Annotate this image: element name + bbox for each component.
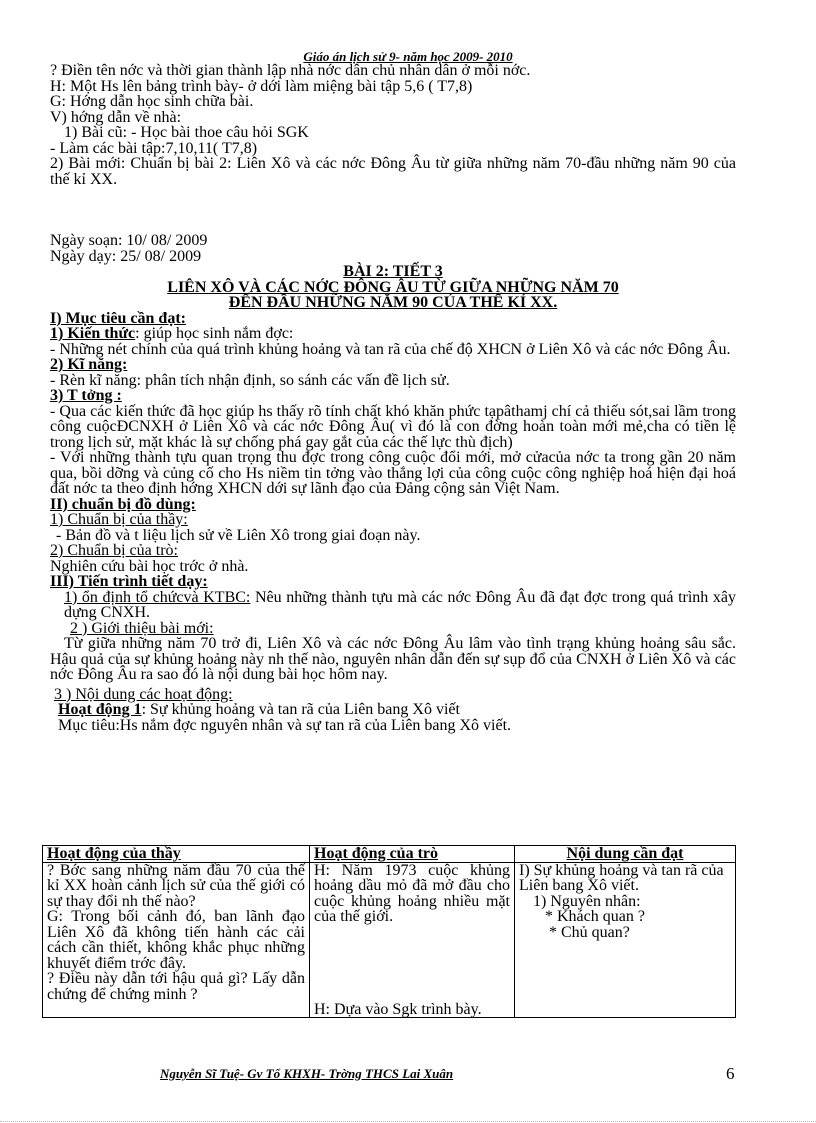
skills-label: 2) Kĩ năng: xyxy=(50,356,128,373)
date-taught: Ngày dạy: 25/ 08/ 2009 xyxy=(50,247,202,265)
step1-line xyxy=(50,590,736,621)
preparation-heading: II) chuẩn bị đồ dùng: xyxy=(50,495,196,513)
step2-text: Từ giữa những năm 70 trở đi, Liên Xô và các nớc Đông Âu lâm vào tình trạng khủng hoảng sâu sắc. Hậu quả của sự khủng hoảng này nh thế nào, nguyên nhân dẫn đến sự sụp đổ của CNXH ở Liên Xô và các nớc Đông Âu ra sao đó là nội dung bài học hôm nay. xyxy=(50,635,736,683)
knowledge-line xyxy=(50,326,736,342)
date-prepared: Ngày soạn: 10/ 08/ 2009 xyxy=(50,232,208,249)
activity-text: : Sự khủng hoảng và tan rã của Liên bang Xô viết xyxy=(141,701,460,718)
page-header: Giáo án lịch sử 9- năm học 2009- 2010 xyxy=(303,49,513,64)
thought-label: 3) T tởng : xyxy=(50,387,122,404)
activity-label: Hoạt động 1 xyxy=(58,701,142,718)
content-item: * Chủ quan? xyxy=(549,923,630,941)
text-line: 1) Bài cũ: - Học bài thoe câu hỏi SGK xyxy=(64,124,309,141)
teacher-prep-label: 1) Chuẩn bị của thầy: xyxy=(50,511,188,528)
text-line: H: Một Hs lên bảng trình bày- ở dới làm miệng bài tập 5,6 ( T7,8) xyxy=(50,77,473,95)
knowledge-label: 1) Kiến thức xyxy=(50,325,136,342)
lesson-title-line-1: LIÊN XÔ VÀ CÁC NỚC ĐÔNG ÂU TỪ GIỮA NHỮNG NĂM 70 xyxy=(167,278,619,296)
student-prep-label: 2) Chuẩn bị của trò: xyxy=(50,542,178,559)
text-line: V) hớng dẫn về nhà: xyxy=(50,108,182,126)
teacher-activity: ? Điều này dẫn tới hậu quả gì? Lấy dẫn chứng để chứng minh ? xyxy=(47,970,305,1003)
page-body xyxy=(50,63,736,733)
step2-label: 2 ) Giới thiệu bài mới: xyxy=(70,619,214,637)
content-cell xyxy=(515,862,736,1018)
lesson-number: BÀI 2: TIẾT 3 xyxy=(343,263,443,280)
column-header-content: Nội dung cần đạt xyxy=(515,846,736,863)
teacher-prep-text: - Bản đồ và t liệu lịch sử về Liên Xô trong giai đoạn này. xyxy=(56,526,421,544)
activity-goal: Mục tiêu:Hs nắm đợc nguyên nhân và sự tan rã của Liên bang Xô viết. xyxy=(58,716,512,734)
text-line: G: Hớng dẫn học sinh chữa bài. xyxy=(50,93,254,110)
table-row xyxy=(43,862,736,1018)
student-cell xyxy=(310,862,515,1018)
text-line: ? Điền tên nớc và thời gian thành lập nhà nớc dân chủ nhân dân ở mỗi nớc. xyxy=(50,62,531,79)
text-line: 2) Bài mới: Chuẩn bị bài 2: Liên Xô và các nớc Đông Âu từ giữa những năm 70-đầu những năm 90 của thế kỉ XX. xyxy=(50,155,736,188)
student-activity: H: Năm 1973 cuộc khủng hoảng dầu mỏ đã mở đầu cho cuộc khủng hoảng nhiều mặt của thế giới. xyxy=(314,861,510,925)
thought-text: - Qua các kiến thức đã học giúp hs thấy rõ tính chất khó khăn phức tạpâthamj chí cả thiếu sót,sai lầm trong công cuộcĐCNXH ở Liên Xô và các nớc Đông Âu( vì đó là con đờng hoàn toàn mới mẻ,cha có tiền lệ trong lịch sử, mặt khác là sự chống phá gay gắt của các thế lực thù địch) xyxy=(50,402,736,451)
table-header-row xyxy=(43,846,736,863)
skills-text: - Rèn kĩ năng: phân tích nhận định, so sánh các vấn đề lịch sử. xyxy=(50,371,450,389)
teacher-activity: G: Trong bối cảnh đó, ban lãnh đạo Liên Xô đã không tiến hành các cải cách cần thiết, không khắc phục những khuyết điểm trớc đây. xyxy=(47,908,305,972)
activity-line xyxy=(50,702,736,718)
teacher-activity: ? Bớc sang những năm đầu 70 của thế kỉ XX hoàn cảnh lịch sử của thế giới có sự thay đổi nh thế nào? xyxy=(47,861,305,910)
lesson-title-line-2: ĐẾN ĐẦU NHỮNG NĂM 90 CỦA THẾ KỈ XX. xyxy=(228,294,558,311)
lesson-table xyxy=(42,845,736,1018)
page-footer: Nguyễn Sĩ Tuệ- Gv Tổ KHXH- Trờng THCS Lai Xuân xyxy=(160,1066,454,1081)
text-line: - Làm các bài tập:7,10,11( T7,8) xyxy=(50,139,258,157)
teacher-cell xyxy=(43,862,310,1018)
content-item: 1) Nguyên nhân: xyxy=(533,892,641,910)
page-bottom-divider xyxy=(0,1121,816,1122)
step3-label: 3 ) Nội dung các hoạt động: xyxy=(54,685,233,703)
content-item: I) Sự khủng hoảng và tan rã của Liên bang Xô viết. xyxy=(519,861,724,894)
column-header-teacher: Hoạt động của thầy xyxy=(43,846,310,863)
student-prep-text: Nghiên cứu bài học trớc ở nhà. xyxy=(50,557,249,575)
step1-label: 1) ổn định tổ chứcvà KTBC: xyxy=(64,588,251,606)
step1-text: Nêu những thành tựu mà các nớc Đông Âu đã đạt đợc trong quá trình xây dựng CNXH. xyxy=(64,588,737,621)
content-item: * Khách quan ? xyxy=(545,908,645,925)
column-header-student: Hoạt động của trò xyxy=(310,846,515,863)
knowledge-text: - Những nét chính của quá trình khủng hoảng và tan rã của chế độ XHCN ở Liên Xô và các nớc Đông Âu. xyxy=(50,340,731,358)
knowledge-rest: : giúp học sinh nắm đợc: xyxy=(135,325,294,342)
process-heading: III) Tiến trình tiết dạy: xyxy=(50,573,208,590)
objectives-heading: I) Mục tiêu cần đạt: xyxy=(50,309,186,327)
student-activity: H: Dựa vào Sgk trình bày. xyxy=(314,1000,482,1018)
thought-text: - Với những thành tựu quan trọng thu đợc trong công cuộc đổi mới, mở cửacủa nớc ta trong gần 20 năm qua, bồi dỡng và củng cố cho Hs niềm tin tởng vào thắng lợi của công cuộc công nghiệp hoá hiện đại hoá đất nớc ta theo định hớng XHCN dới sự lãnh đạo của Đảng cộng sản Việt Nam. xyxy=(50,449,736,497)
page-number: 6 xyxy=(726,1064,735,1083)
